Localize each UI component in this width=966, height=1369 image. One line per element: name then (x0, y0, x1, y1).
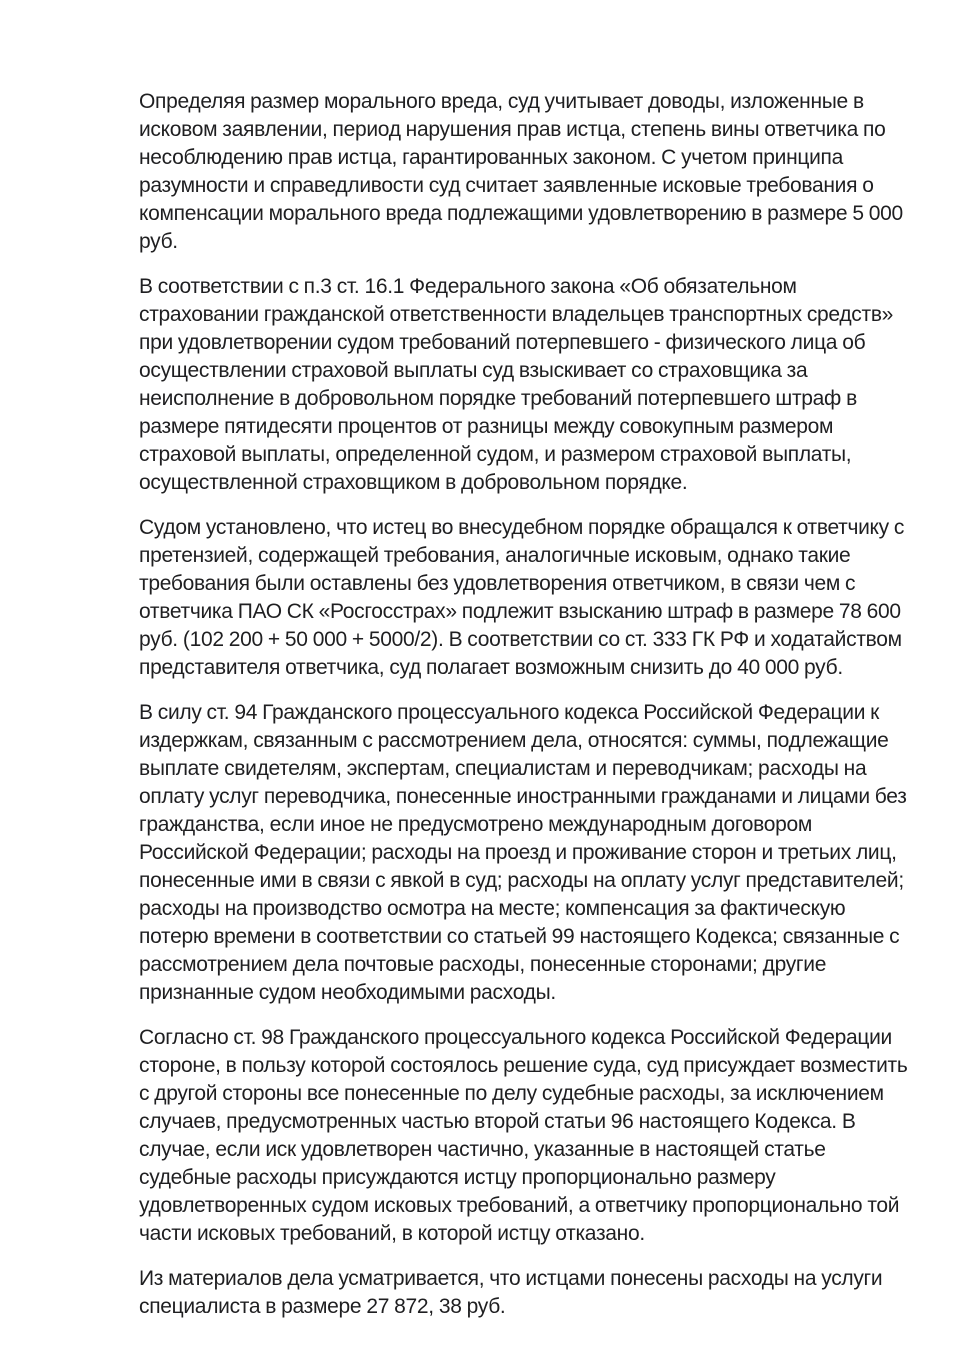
document-body (139, 88, 919, 1321)
paragraph-court-finding-fine-amount: Судом установлено, что истец во внесудебном порядке обращался к ответчику с претензией, содержащей требования, аналогичные исковым, однако такие требования были оставлены без удовлетворения ответчиком, в связи чем с ответчика ПАО СК «Росгосстрах» подлежит взысканию штраф в размере 78 600 руб. (102 200 + 50 000 + 5000/2). В соответствии со ст. 333 ГК РФ и ходатайством представителя ответчика, суд полагает возможным снизить до 40 000 руб. (139, 516, 905, 679)
paragraph-osago-law-fine: В соответствии с п.3 ст. 16.1 Федерального закона «Об обязательном страховании гражданской ответственности владельцев транспортных средств» при удовлетворении судом требований потерпевшего - физического лица об осуществлении страховой выплаты суд взыскивает со страховщика за неисполнение в добровольном порядке требований потерпевшего штраф в размере пятидесяти процентов от разницы между совокупным размером страховой выплаты, определенной судом, и размером страховой выплаты, осуществленной страховщиком в добровольном порядке. (139, 275, 894, 494)
paragraph-moral-damages: Определяя размер морального вреда, суд учитывает доводы, изложенные в исковом заявлении, период нарушения прав истца, степень вины ответчика по несоблюдению прав истца, гарантированных законом. С учетом принципа разумности и справедливости суд считает заявленные исковые требования о компенсации морального вреда подлежащими удовлетворению в размере 5 000 руб. (139, 90, 903, 253)
paragraph-specialist-expenses: Из материалов дела усматривается, что истцами понесены расходы на услуги специалиста в размере 27 872, 38 руб. (139, 1267, 883, 1318)
paragraph-article-94-costs: В силу ст. 94 Гражданского процессуального кодекса Российской Федерации к издержкам, связанным с рассмотрением дела, относятся: суммы, подлежащие выплате свидетелям, экспертам, специалистам и переводчикам; расходы на оплату услуг переводчика, понесенные иностранными гражданами и лицами без гражданства, если иное не предусмотрено международным договором Российской Федерации; расходы на проезд и проживание сторон и третьих лиц, понесенные ими в связи с явкой в суд; расходы на оплату услуг представителей; расходы на производство осмотра на месте; компенсация за фактическую потерю времени в соответствии со статьей 99 настоящего Кодекса; связанные с рассмотрением дела почтовые расходы, понесенные сторонами; другие признанные судом необходимыми расходы. (139, 701, 907, 1004)
paragraph-article-98-costs: Согласно ст. 98 Гражданского процессуального кодекса Российской Федерации стороне, в пользу которой состоялось решение суда, суд присуждает возместить с другой стороны все понесенные по делу судебные расходы, за исключением случаев, предусмотренных частью второй статьи 96 настоящего Кодекса. В случае, если иск удовлетворен частично, указанные в настоящей статье судебные расходы присуждаются истцу пропорционально размеру удовлетворенных судом исковых требований, а ответчику пропорционально той части исковых требований, в которой истцу отказано. (139, 1026, 908, 1245)
